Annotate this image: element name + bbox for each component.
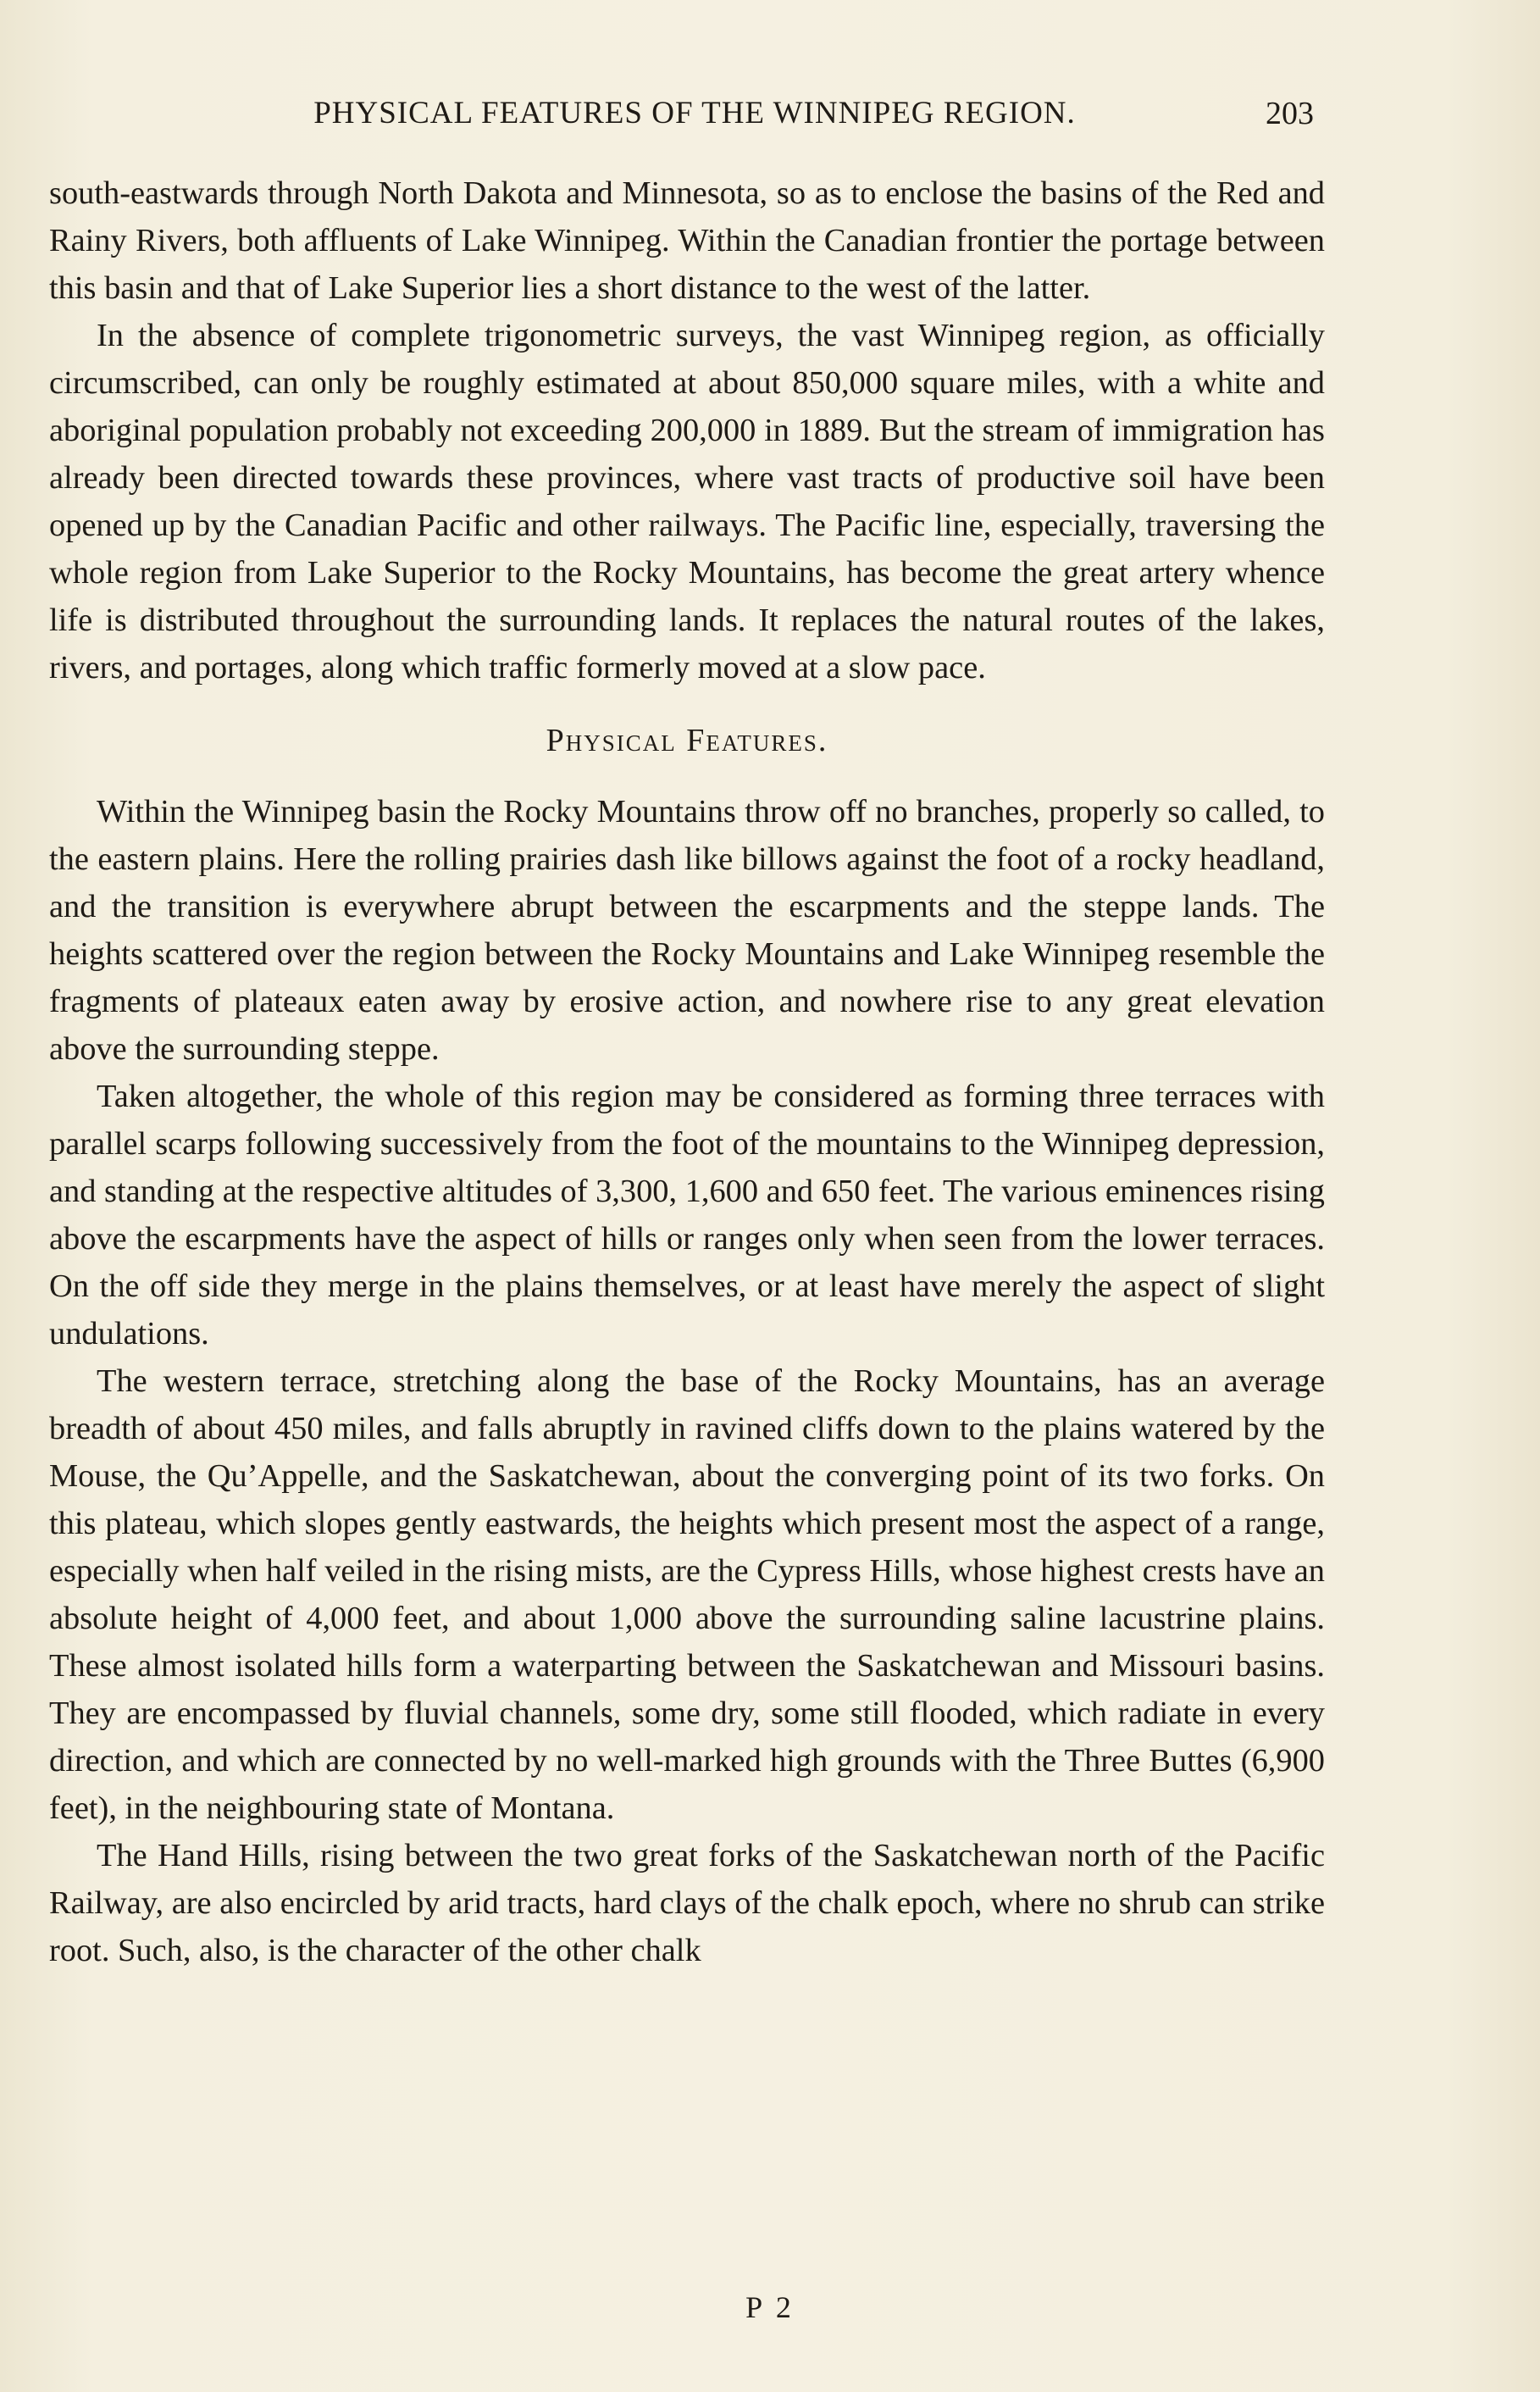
- body-text: [49, 169, 1325, 1974]
- signature-mark: P 2: [745, 2290, 795, 2324]
- paragraph: The Hand Hills, rising between the two great forks of the Saskatchewan north of the Pacific Railway, are also encircled by arid tracts, hard clays of the chalk epoch, where no shrub can strike root. Such, also, is the character of the other chalk: [49, 1838, 1325, 1968]
- paragraph: Taken altogether, the whole of this region may be considered as forming three terraces with parallel scarps following successively from the foot of the mountains to the Winnipeg depression, and standing at the respective altitudes of 3,300, 1,600 and 650 feet. The various eminences rising above the escarpments have the aspect of hills or ranges only when seen from the lower terraces. On the off side they merge in the plains themselves, or at least have merely the aspect of slight undulations.: [49, 1079, 1325, 1351]
- paragraph: In the absence of complete trigonometric surveys, the vast Winnipeg region, as officially circumscribed, can only be roughly estimated at about 850,000 square miles, with a white and aboriginal population probably not exceeding 200,000 in 1889. But the stream of immigration has already been directed towards these provinces, where vast tracts of productive soil have been opened up by the Canadian Pacific and other railways. The Pacific line, especially, traversing the whole region from Lake Superior to the Rocky Mountains, has become the great artery whence life is distributed throughout the surrounding lands. It replaces the natural routes of the lakes, rivers, and portages, along which traffic formerly moved at a slow pace.: [49, 318, 1325, 685]
- paragraph: Within the Winnipeg basin the Rocky Mountains throw off no branches, properly so called, to the eastern plains. Here the rolling prairies dash like billows against the foot of a rocky headland, and the transition is everywhere abrupt between the escarpments and the steppe lands. The heights scattered over the region between the Rocky Mountains and Lake Winnipeg resemble the fragments of plateaux eaten away by erosive action, and nowhere rise to any great elevation above the surrounding steppe.: [49, 794, 1325, 1067]
- paragraph: The western terrace, stretching along the base of the Rocky Mountains, has an average breadth of about 450 miles, and falls abruptly in ravined cliffs down to the plains watered by the Mouse, the Qu’Appelle, and the Saskatchewan, about the converging point of its two forks. On this plateau, which slopes gently eastwards, the heights which present most the aspect of a range, especially when half veiled in the rising mists, are the Cypress Hills, whose highest crests have an absolute height of 4,000 feet, and about 1,000 above the surrounding saline lacustrine plains. These almost isolated hills form a waterparting between the Saskatchewan and Missouri basins. They are encompassed by fluvial channels, some dry, some still flooded, which radiate in every direction, and which are connected by no well-marked high grounds with the Three Buttes (6,900 feet), in the neighbouring state of Montana.: [49, 1363, 1325, 1826]
- page-number: 203: [1266, 96, 1314, 131]
- section-heading: Physical Features.: [546, 723, 828, 758]
- paragraph: south-eastwards through North Dakota and Minnesota, so as to enclose the basins of the Red and Rainy Rivers, both affluents of Lake Winnipeg. Within the Canadian frontier the portage between this basin and that of Lake Superior lies a short distance to the west of the latter.: [49, 175, 1325, 306]
- running-head: PHYSICAL FEATURES OF THE WINNIPEG REGION.: [313, 96, 1076, 130]
